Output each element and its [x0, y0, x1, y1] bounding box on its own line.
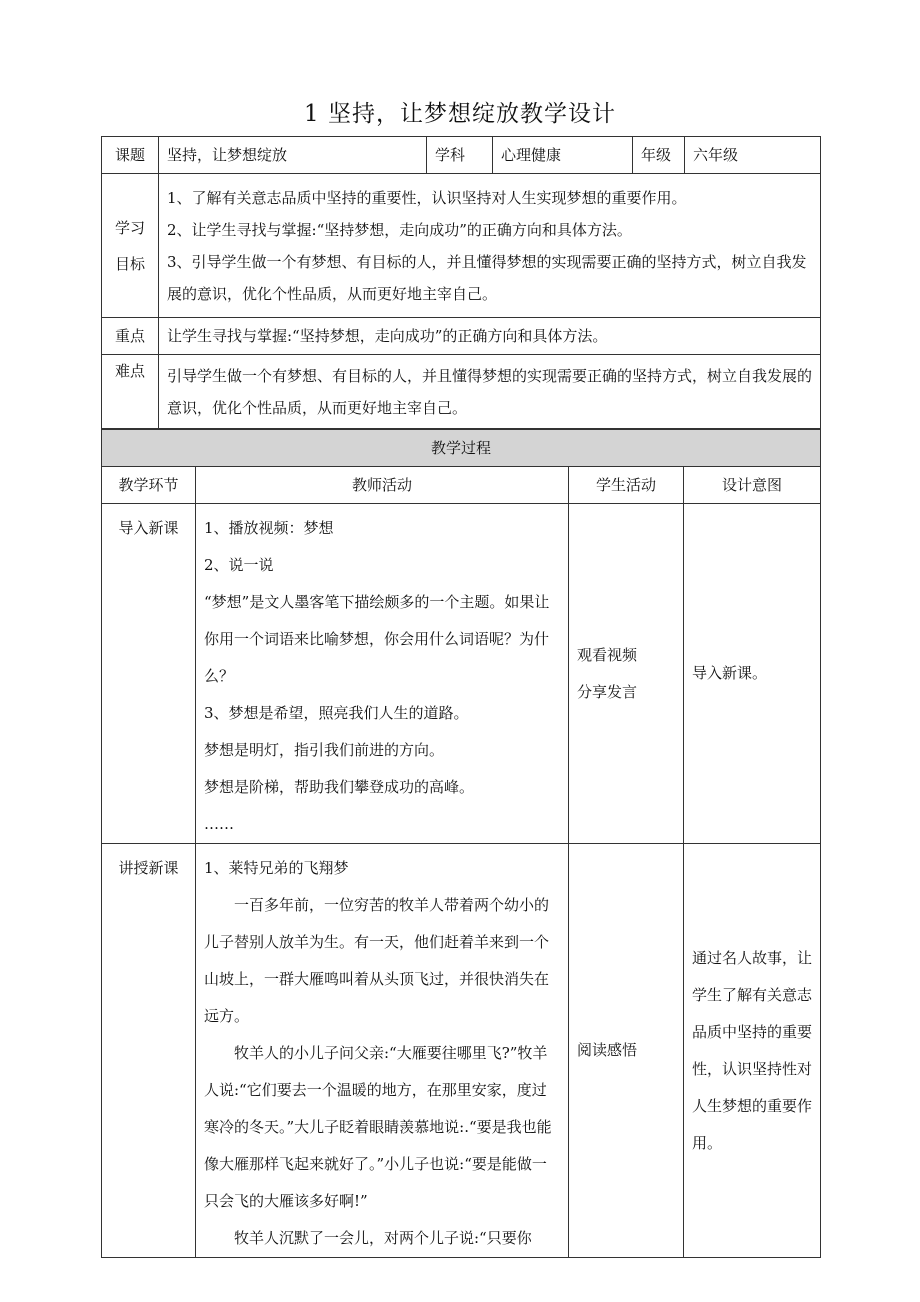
goals-label-line-1: 学习 [114, 218, 145, 237]
key-point-value: 让学生寻找与掌握:“坚持梦想，走向成功”的正确方向和具体方法。 [159, 318, 821, 355]
teaching-process-table [101, 429, 821, 1258]
teacher-activity-new-lesson [196, 844, 569, 1258]
goals-label [102, 174, 159, 318]
story-paragraph: 牧羊人的小儿子问父亲:“大雁要往哪里飞?”牧羊人说:“它们要去一个温暖的地方，在那里安家，度过寒冷的冬天。”大儿子眨着眼睛羡慕地说:.“要是我也能像大雁那样飞起来就好了。”小儿子也说:“要是能做一只会飞的大雁该多好啊!” [204, 1044, 552, 1210]
activity-line: …… [204, 815, 234, 833]
column-header-intent: 设计意图 [684, 467, 821, 504]
activity-line: “梦想”是文人墨客笔下描绘颇多的一个主题。如果让你用一个词语来比喻梦想，你会用什么词语呢？为什么？ [204, 593, 550, 685]
stage-intro: 导入新课 [102, 504, 196, 844]
subject-value: 心理健康 [493, 137, 633, 174]
topic-label: 课题 [102, 137, 159, 174]
column-header-teacher: 教师活动 [196, 467, 569, 504]
student-activity-intro [569, 504, 684, 844]
goal-item: 3、引导学生做一个有梦想、有目标的人，并且懂得梦想的实现需要正确的坚持方式，树立自我发展的意识，优化个性品质，从而更好地主宰自己。 [167, 252, 807, 303]
story-paragraph: 一百多年前，一位穷苦的牧羊人带着两个幼小的儿子替别人放羊为生。有一天，他们赶着羊来到一个山坡上，一群大雁鸣叫着从头顶飞过，并很快消失在远方。 [204, 896, 550, 1025]
difficulty-label: 难点 [102, 355, 159, 429]
design-intent-text: 导入新课。 [692, 664, 768, 682]
activity-line: 2、说一说 [204, 556, 274, 574]
goal-item: 1、了解有关意志品质中坚持的重要性，认识坚持对人生实现梦想的重要作用。 [167, 188, 687, 207]
subject-label: 学科 [427, 137, 493, 174]
activity-line: 1、莱特兄弟的飞翔梦 [204, 859, 349, 877]
column-header-stage: 教学环节 [102, 467, 196, 504]
design-intent-text: 通过名人故事，让学生了解有关意志品质中坚持的重要性，认识坚持性对人生梦想的重要作用。 [692, 948, 813, 1152]
difficulty-text: 引导学生做一个有梦想、有目标的人，并且懂得梦想的实现需要正确的坚持方式，树立自我发展的意识，优化个性品质，从而更好地主宰自己。 [167, 366, 813, 417]
activity-line: 1、播放视频：梦想 [204, 519, 334, 537]
difficulty-value [159, 355, 821, 429]
teacher-activity-intro [196, 504, 569, 844]
activity-line: 3、梦想是希望，照亮我们人生的道路。 [204, 704, 469, 722]
column-header-student: 学生活动 [569, 467, 684, 504]
student-activity-line: 分享发言 [577, 682, 638, 701]
grade-label: 年级 [633, 137, 685, 174]
key-point-label: 重点 [102, 318, 159, 355]
student-activity-line: 阅读感悟 [577, 1041, 638, 1059]
activity-line: 梦想是阶梯，帮助我们攀登成功的高峰。 [204, 778, 475, 796]
goal-item: 2、让学生寻找与掌握:“坚持梦想，走向成功”的正确方向和具体方法。 [167, 220, 632, 239]
grade-value: 六年级 [685, 137, 821, 174]
document-title: 1 坚持，让梦想绽放教学设计 [304, 101, 616, 127]
lesson-info-table [101, 136, 821, 429]
design-intent-intro [684, 504, 821, 844]
design-intent-new-lesson [684, 844, 821, 1258]
activity-line: 梦想是明灯，指引我们前进的方向。 [204, 741, 445, 759]
story-paragraph: 牧羊人沉默了一会儿，对两个儿子说:“只要你 [234, 1229, 532, 1247]
topic-value: 坚持，让梦想绽放 [159, 137, 427, 174]
goals-content [159, 174, 821, 318]
student-activity-new-lesson [569, 844, 684, 1258]
process-header: 教学过程 [102, 430, 821, 467]
goals-label-line-2: 目标 [114, 254, 145, 273]
student-activity-line: 观看视频 [577, 645, 638, 664]
stage-new-lesson: 讲授新课 [102, 844, 196, 1258]
